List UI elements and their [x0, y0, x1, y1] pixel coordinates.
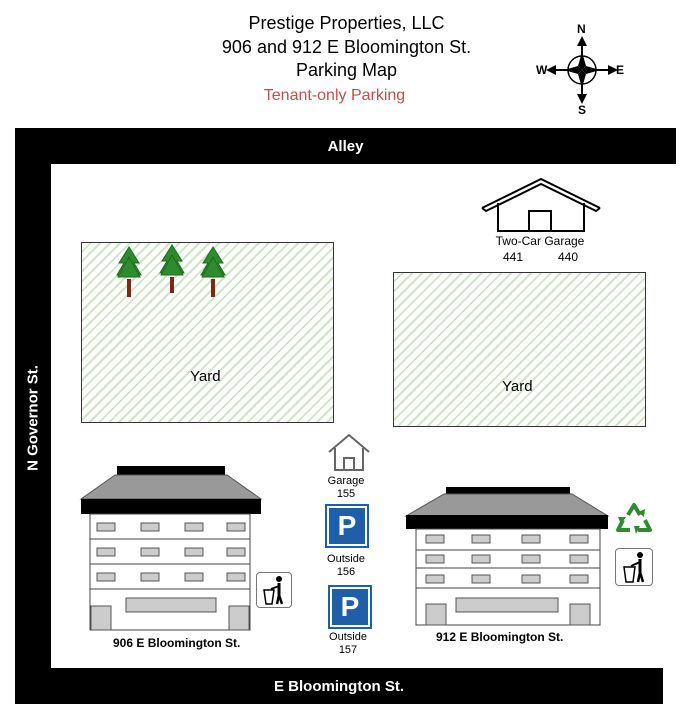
parking-garage-label: Garage: [327, 475, 365, 487]
building-912-icon: [404, 486, 610, 626]
garage-house-icon: [327, 433, 371, 473]
building-906-icon: [79, 465, 263, 631]
bloomington-street: [15, 668, 663, 704]
yard-right-label: Yard: [502, 378, 533, 395]
company-name: Prestige Properties, LLC: [248, 13, 445, 33]
compass-west: W: [536, 63, 548, 77]
trash-bin-icon-912: [615, 548, 653, 586]
trash-bin-icon-906: [256, 572, 292, 608]
governor-street: [15, 128, 51, 704]
compass-east: E: [616, 63, 625, 77]
building-912-label: 912 E Bloomington St.: [436, 630, 564, 644]
yard-left-label: Yard: [190, 368, 221, 385]
parking-sign-icon: P: [325, 504, 369, 548]
governor-label: N Governor St.: [24, 365, 42, 471]
property-address: 906 and 912 E Bloomington St.: [221, 37, 472, 57]
parking-garage-number: 155: [336, 488, 356, 500]
tree-icon: [117, 247, 141, 297]
garage-space-440: 440: [557, 250, 579, 264]
tree-icon: [201, 247, 225, 297]
garage-space-441: 441: [502, 250, 524, 264]
parking-outside-156-label: Outside: [327, 553, 365, 565]
bloomington-label: E Bloomington St.: [274, 677, 404, 695]
two-car-garage-icon: [478, 175, 604, 235]
two-car-garage-label: Two-Car Garage: [495, 234, 585, 248]
alley-street: [15, 128, 676, 164]
parking-outside-156-number: 156: [336, 566, 356, 578]
tenant-notice: Tenant-only Parking: [263, 87, 406, 104]
recycle-icon: [614, 500, 654, 538]
parking-sign-icon: P: [328, 585, 372, 629]
map-title: Parking Map: [295, 60, 398, 80]
tree-icon: [160, 245, 184, 293]
building-906-label: 906 E Bloomington St.: [113, 636, 241, 650]
compass-north: N: [577, 22, 586, 36]
parking-outside-157-number: 157: [338, 644, 358, 656]
trees: [116, 243, 226, 299]
yard-right: [393, 272, 646, 427]
compass: [532, 22, 632, 118]
alley-label: Alley: [327, 137, 364, 155]
parking-outside-157-label: Outside: [329, 631, 367, 643]
compass-south: S: [578, 103, 587, 117]
